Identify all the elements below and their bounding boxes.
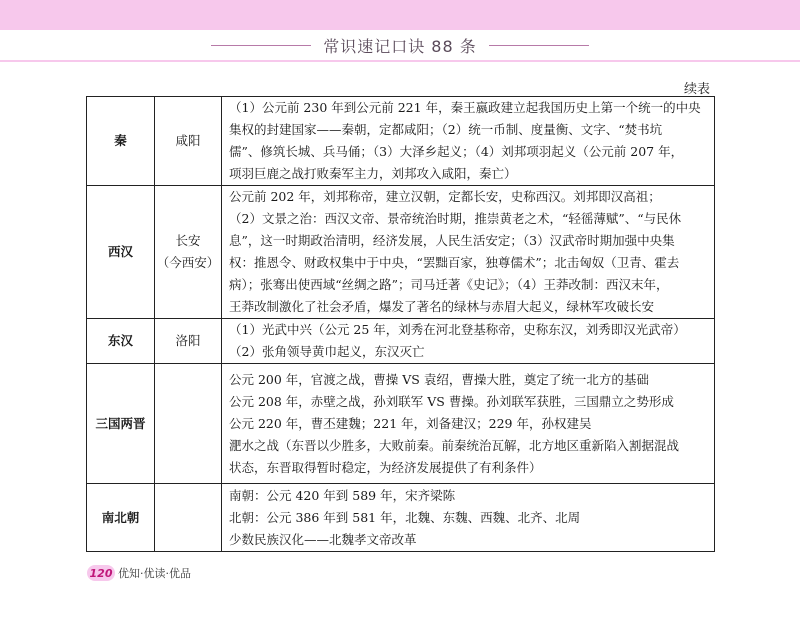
events-cell (222, 186, 715, 319)
table-row (87, 484, 715, 552)
event-line: 状态，东晋取得暂时稳定，为经济发展提供了有利条件） (229, 459, 542, 475)
capital-line: 长安 (175, 233, 201, 248)
capital-line: 咸阳 (175, 133, 201, 148)
event-line: 南朝：公元 420 年到 589 年，宋齐梁陈 (229, 487, 456, 503)
history-table (86, 96, 715, 552)
footer-brand-text: 优知·优读·优品 (118, 567, 191, 580)
event-line: （1）光武中兴（公元 25 年，刘秀在河北登基称帝，史称东汉，刘秀即汉光武帝） (229, 322, 686, 337)
event-line: 集权的封建国家——秦朝，定都咸阳；（2）统一币制、度量衡、文字、“焚书坑 (229, 122, 663, 137)
dynasty-cell: 南北朝 (87, 484, 155, 552)
event-line: 王莽改制激化了社会矛盾，爆发了著名的绿林与赤眉大起义，绿林军攻破长安 (229, 299, 655, 314)
header-rule-right (489, 45, 589, 46)
capital-cell (155, 186, 222, 319)
table-row (87, 319, 715, 364)
events-cell (222, 484, 715, 552)
event-line: （2）文景之治：西汉文帝、景帝统治时期，推崇黄老之术，“轻徭薄赋”、“与民休 (229, 211, 682, 226)
table-row (87, 186, 715, 319)
event-line: （2）张角领导黄巾起义，东汉灭亡 (229, 344, 425, 359)
page-footer (87, 563, 191, 583)
capital-line: 洛阳 (175, 333, 201, 348)
event-line: 北朝：公元 386 年到 581 年，北魏、东魏、西魏、北齐、北周 (229, 509, 581, 525)
events-cell (222, 319, 715, 364)
event-line: 少数民族汉化——北魏孝文帝改革 (229, 531, 417, 547)
event-line: 息”，这一时期政治清明，经济发展，人民生活安定；（3）汉武帝时期加强中央集 (229, 233, 675, 248)
table-row (87, 97, 715, 186)
event-line: 权：推恩令、财政权集中于中央，“罢黜百家，独尊儒术”；北击匈奴（卫青、霍去 (229, 255, 680, 270)
events-cell (222, 364, 715, 484)
event-line: （1）公元前 230 年到公元前 221 年，秦王嬴政建立起我国历史上第一个统一的中央 (229, 100, 701, 115)
events-cell (222, 97, 715, 186)
event-line: 公元 200 年，官渡之战，曹操 VS 袁绍，曹操大胜，奠定了统一北方的基础 (229, 371, 649, 387)
header-title-row (0, 30, 800, 60)
event-line: 公元前 202 年，刘邦称帝，建立汉朝，定都长安，史称西汉。刘邦即汉高祖； (229, 189, 661, 204)
event-line: 项羽巨鹿之战打败秦军主力，刘邦攻入咸阳，秦亡） (229, 166, 517, 181)
dynasty-cell: 三国两晋 (87, 364, 155, 484)
capital-cell (155, 364, 222, 484)
dynasty-cell: 西汉 (87, 186, 155, 319)
page-header-title: 常识速记口诀 88 条 (323, 36, 477, 56)
continued-label: 续表 (683, 82, 710, 97)
event-line: 公元 208 年，赤壁之战，孙刘联军 VS 曹操。孙刘联军获胜，三国鼎立之势形成 (229, 393, 674, 409)
dynasty-cell: 东汉 (87, 319, 155, 364)
event-line: 病）；张骞出使西域“丝绸之路”；司马迁著《史记》；（4）王莽改制：西汉末年， (229, 277, 669, 292)
capital-cell (155, 319, 222, 364)
header-rule-left (211, 45, 311, 46)
event-line: 公元 220 年，曹丕建魏；221 年，刘备建汉；229 年，孙权建吴 (229, 415, 592, 431)
table-row (87, 364, 715, 484)
capital-line: （今西安） (156, 255, 220, 270)
capital-cell (155, 484, 222, 552)
dynasty-cell: 秦 (87, 97, 155, 186)
event-line: 儒”、修筑长城、兵马俑；（3）大泽乡起义；（4）刘邦项羽起义（公元前 207 年， (229, 144, 684, 159)
page-number-badge: 120 (87, 565, 115, 581)
capital-cell (155, 97, 222, 186)
event-line: 淝水之战（东晋以少胜多，大败前秦。前秦统治瓦解，北方地区重新陷入割据混战 (229, 437, 680, 453)
